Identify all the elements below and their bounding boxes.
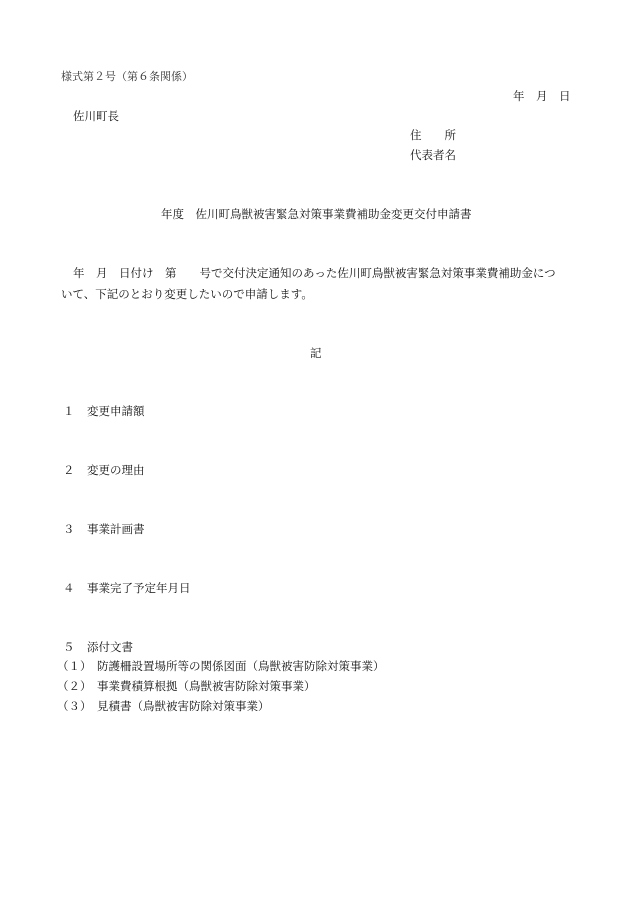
item-number: ４ <box>63 581 75 595</box>
body-line-1: 年 月 日付け 第 号で交付決定通知のあった佐川町鳥獣被害緊急対策事業費補助金につ <box>73 266 556 280</box>
representative-label: 代表者名 <box>410 148 456 162</box>
attachment-number: （３） <box>57 699 92 713</box>
item-label: 変更の理由 <box>87 463 145 477</box>
attachment-label: 防護柵設置場所等の関係図面（鳥獣被害防除対策事業） <box>97 659 385 673</box>
item-attachments <box>63 640 133 655</box>
document-title: 年度 佐川町鳥獣被害緊急対策事業費補助金変更交付申請書 <box>161 207 472 221</box>
attachment-label: 事業費積算根拠（鳥獣被害防除対策事業） <box>97 679 316 693</box>
item-label: 事業完了予定年月日 <box>87 581 191 595</box>
item-number: ３ <box>63 522 75 536</box>
attachment-number: （２） <box>57 679 92 693</box>
attachment-label: 見積書（鳥獣被害防除対策事業） <box>97 699 270 713</box>
item-number: １ <box>63 404 75 418</box>
attachment-number: （１） <box>57 659 92 673</box>
item-number: ５ <box>63 640 75 654</box>
ki-heading: 記 <box>310 346 322 360</box>
item-label: 添付文書 <box>87 640 133 654</box>
attachment-item <box>57 699 270 714</box>
item-change-amount <box>63 404 145 419</box>
address-label: 住 所 <box>410 128 456 142</box>
attachment-item <box>57 679 316 694</box>
item-change-reason <box>63 463 145 478</box>
form-number: 様式第２号（第６条関係） <box>61 70 193 83</box>
item-label: 事業計画書 <box>87 522 145 536</box>
attachment-item <box>57 659 385 674</box>
item-number: ２ <box>63 463 75 477</box>
item-label: 変更申請額 <box>87 404 145 418</box>
date-line: 年 月 日 <box>513 89 571 103</box>
item-completion-date <box>63 581 191 596</box>
body-line-2: いて、下記のとおり変更したいので申請します。 <box>61 287 313 301</box>
addressee: 佐川町長 <box>73 109 119 123</box>
item-business-plan <box>63 522 145 537</box>
